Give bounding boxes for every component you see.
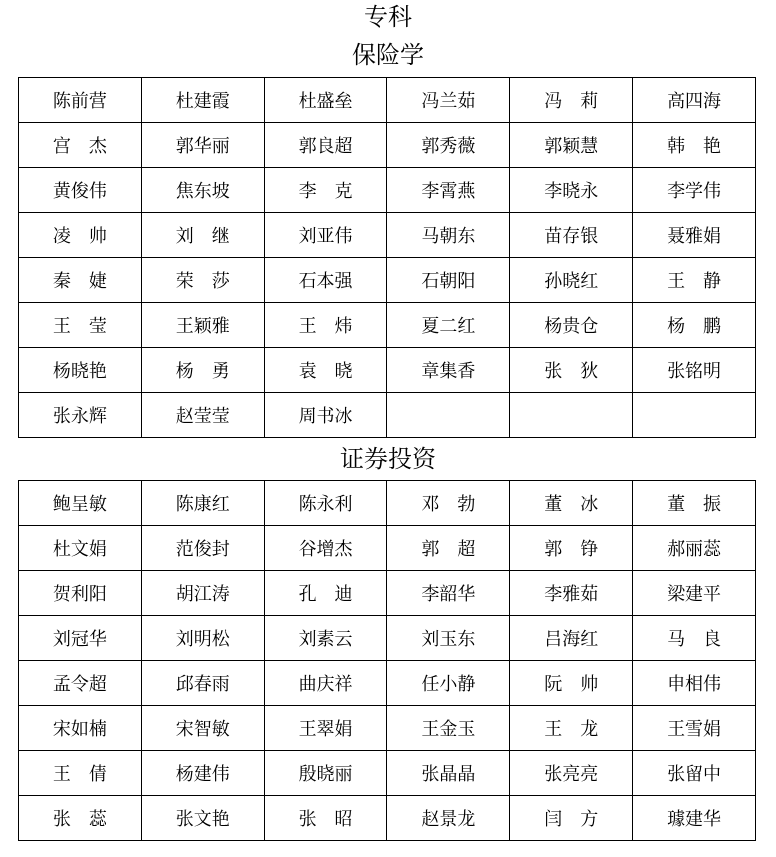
- table-row: [19, 78, 756, 123]
- name-cell: 邱春雨: [141, 661, 264, 706]
- name-cell: 章集香: [387, 348, 510, 393]
- name-cell: 赵景龙: [387, 796, 510, 841]
- name-cell: 张 狄: [510, 348, 633, 393]
- table-row: [19, 706, 756, 751]
- section-title-insurance: 保险学: [352, 41, 424, 69]
- table-row: [19, 258, 756, 303]
- name-cell: 秦 婕: [19, 258, 142, 303]
- name-cell: 鲍呈敏: [19, 481, 142, 526]
- name-cell: 任小静: [387, 661, 510, 706]
- name-cell: 孔 迪: [264, 571, 387, 616]
- name-cell: 王 静: [633, 258, 756, 303]
- name-table-insurance: [18, 77, 756, 438]
- name-cell: 张晶晶: [387, 751, 510, 796]
- name-cell: 张永辉: [19, 393, 142, 438]
- name-cell: 邓 勃: [387, 481, 510, 526]
- name-cell: 马朝东: [387, 213, 510, 258]
- name-cell: 宋如楠: [19, 706, 142, 751]
- name-cell: 石本强: [264, 258, 387, 303]
- name-cell: 郭 铮: [510, 526, 633, 571]
- table-row: [19, 168, 756, 213]
- name-cell: 梁建平: [633, 571, 756, 616]
- name-cell: 杨贵仓: [510, 303, 633, 348]
- name-cell: 胡江涛: [141, 571, 264, 616]
- page-title: 专科: [364, 3, 412, 31]
- empty-cell: [510, 393, 633, 438]
- name-cell: 李雅茹: [510, 571, 633, 616]
- name-cell: 郭华丽: [141, 123, 264, 168]
- name-cell: 张 蕊: [19, 796, 142, 841]
- name-cell: 王翠娟: [264, 706, 387, 751]
- name-cell: 杜建霞: [141, 78, 264, 123]
- empty-cell: [633, 393, 756, 438]
- name-cell: 苗存银: [510, 213, 633, 258]
- table-row: [19, 751, 756, 796]
- name-cell: 申相伟: [633, 661, 756, 706]
- name-cell: 孙晓红: [510, 258, 633, 303]
- name-cell: 赵莹莹: [141, 393, 264, 438]
- table-row: [19, 481, 756, 526]
- name-cell: 阮 帅: [510, 661, 633, 706]
- name-cell: 高四海: [633, 78, 756, 123]
- name-cell: 郭良超: [264, 123, 387, 168]
- table-row: [19, 796, 756, 841]
- name-cell: 杜盛垒: [264, 78, 387, 123]
- name-cell: 杜文娟: [19, 526, 142, 571]
- name-cell: 范俊封: [141, 526, 264, 571]
- name-cell: 王颖雅: [141, 303, 264, 348]
- name-cell: 闫 方: [510, 796, 633, 841]
- name-cell: 刘亚伟: [264, 213, 387, 258]
- name-cell: 焦东坡: [141, 168, 264, 213]
- name-cell: 张 昭: [264, 796, 387, 841]
- name-cell: 郭颖慧: [510, 123, 633, 168]
- name-cell: 李 克: [264, 168, 387, 213]
- name-cell: 郭秀薇: [387, 123, 510, 168]
- name-cell: 韩 艳: [633, 123, 756, 168]
- name-cell: 张文艳: [141, 796, 264, 841]
- name-table-securities: [18, 480, 756, 841]
- name-cell: 冯 莉: [510, 78, 633, 123]
- table-row: [19, 571, 756, 616]
- name-cell: 刘 继: [141, 213, 264, 258]
- name-cell: 王 龙: [510, 706, 633, 751]
- name-cell: 马 良: [633, 616, 756, 661]
- name-cell: 王 莹: [19, 303, 142, 348]
- empty-cell: [387, 393, 510, 438]
- name-cell: 王金玉: [387, 706, 510, 751]
- name-cell: 刘明松: [141, 616, 264, 661]
- table-row: [19, 661, 756, 706]
- name-cell: 王雪娟: [633, 706, 756, 751]
- name-cell: 李霄燕: [387, 168, 510, 213]
- name-cell: 刘冠华: [19, 616, 142, 661]
- name-cell: 璩建华: [633, 796, 756, 841]
- name-cell: 陈康红: [141, 481, 264, 526]
- name-cell: 孟令超: [19, 661, 142, 706]
- table-row: [19, 348, 756, 393]
- name-cell: 聂雅娟: [633, 213, 756, 258]
- name-cell: 谷增杰: [264, 526, 387, 571]
- name-cell: 李学伟: [633, 168, 756, 213]
- name-cell: 杨 勇: [141, 348, 264, 393]
- name-cell: 李晓永: [510, 168, 633, 213]
- name-cell: 郝丽蕊: [633, 526, 756, 571]
- name-cell: 刘玉东: [387, 616, 510, 661]
- name-cell: 杨 鹏: [633, 303, 756, 348]
- name-cell: 石朝阳: [387, 258, 510, 303]
- name-cell: 冯兰茹: [387, 78, 510, 123]
- name-cell: 张铭明: [633, 348, 756, 393]
- name-cell: 王 炜: [264, 303, 387, 348]
- name-cell: 杨晓艳: [19, 348, 142, 393]
- name-cell: 宫 杰: [19, 123, 142, 168]
- name-cell: 陈永利: [264, 481, 387, 526]
- name-cell: 周书冰: [264, 393, 387, 438]
- name-cell: 刘素云: [264, 616, 387, 661]
- table-row: [19, 393, 756, 438]
- section-title-securities: 证券投资: [340, 445, 436, 473]
- name-cell: 杨建伟: [141, 751, 264, 796]
- name-cell: 曲庆祥: [264, 661, 387, 706]
- name-cell: 凌 帅: [19, 213, 142, 258]
- name-cell: 董 冰: [510, 481, 633, 526]
- table-row: [19, 123, 756, 168]
- name-cell: 郭 超: [387, 526, 510, 571]
- name-cell: 袁 晓: [264, 348, 387, 393]
- name-cell: 宋智敏: [141, 706, 264, 751]
- name-cell: 张亮亮: [510, 751, 633, 796]
- name-cell: 陈前营: [19, 78, 142, 123]
- name-cell: 张留中: [633, 751, 756, 796]
- name-cell: 吕海红: [510, 616, 633, 661]
- name-cell: 王 倩: [19, 751, 142, 796]
- name-cell: 荣 莎: [141, 258, 264, 303]
- table-row: [19, 616, 756, 661]
- table-row: [19, 213, 756, 258]
- name-cell: 李韶华: [387, 571, 510, 616]
- name-cell: 贺利阳: [19, 571, 142, 616]
- name-cell: 夏二红: [387, 303, 510, 348]
- name-cell: 殷晓丽: [264, 751, 387, 796]
- table-row: [19, 303, 756, 348]
- name-cell: 董 振: [633, 481, 756, 526]
- name-cell: 黄俊伟: [19, 168, 142, 213]
- table-row: [19, 526, 756, 571]
